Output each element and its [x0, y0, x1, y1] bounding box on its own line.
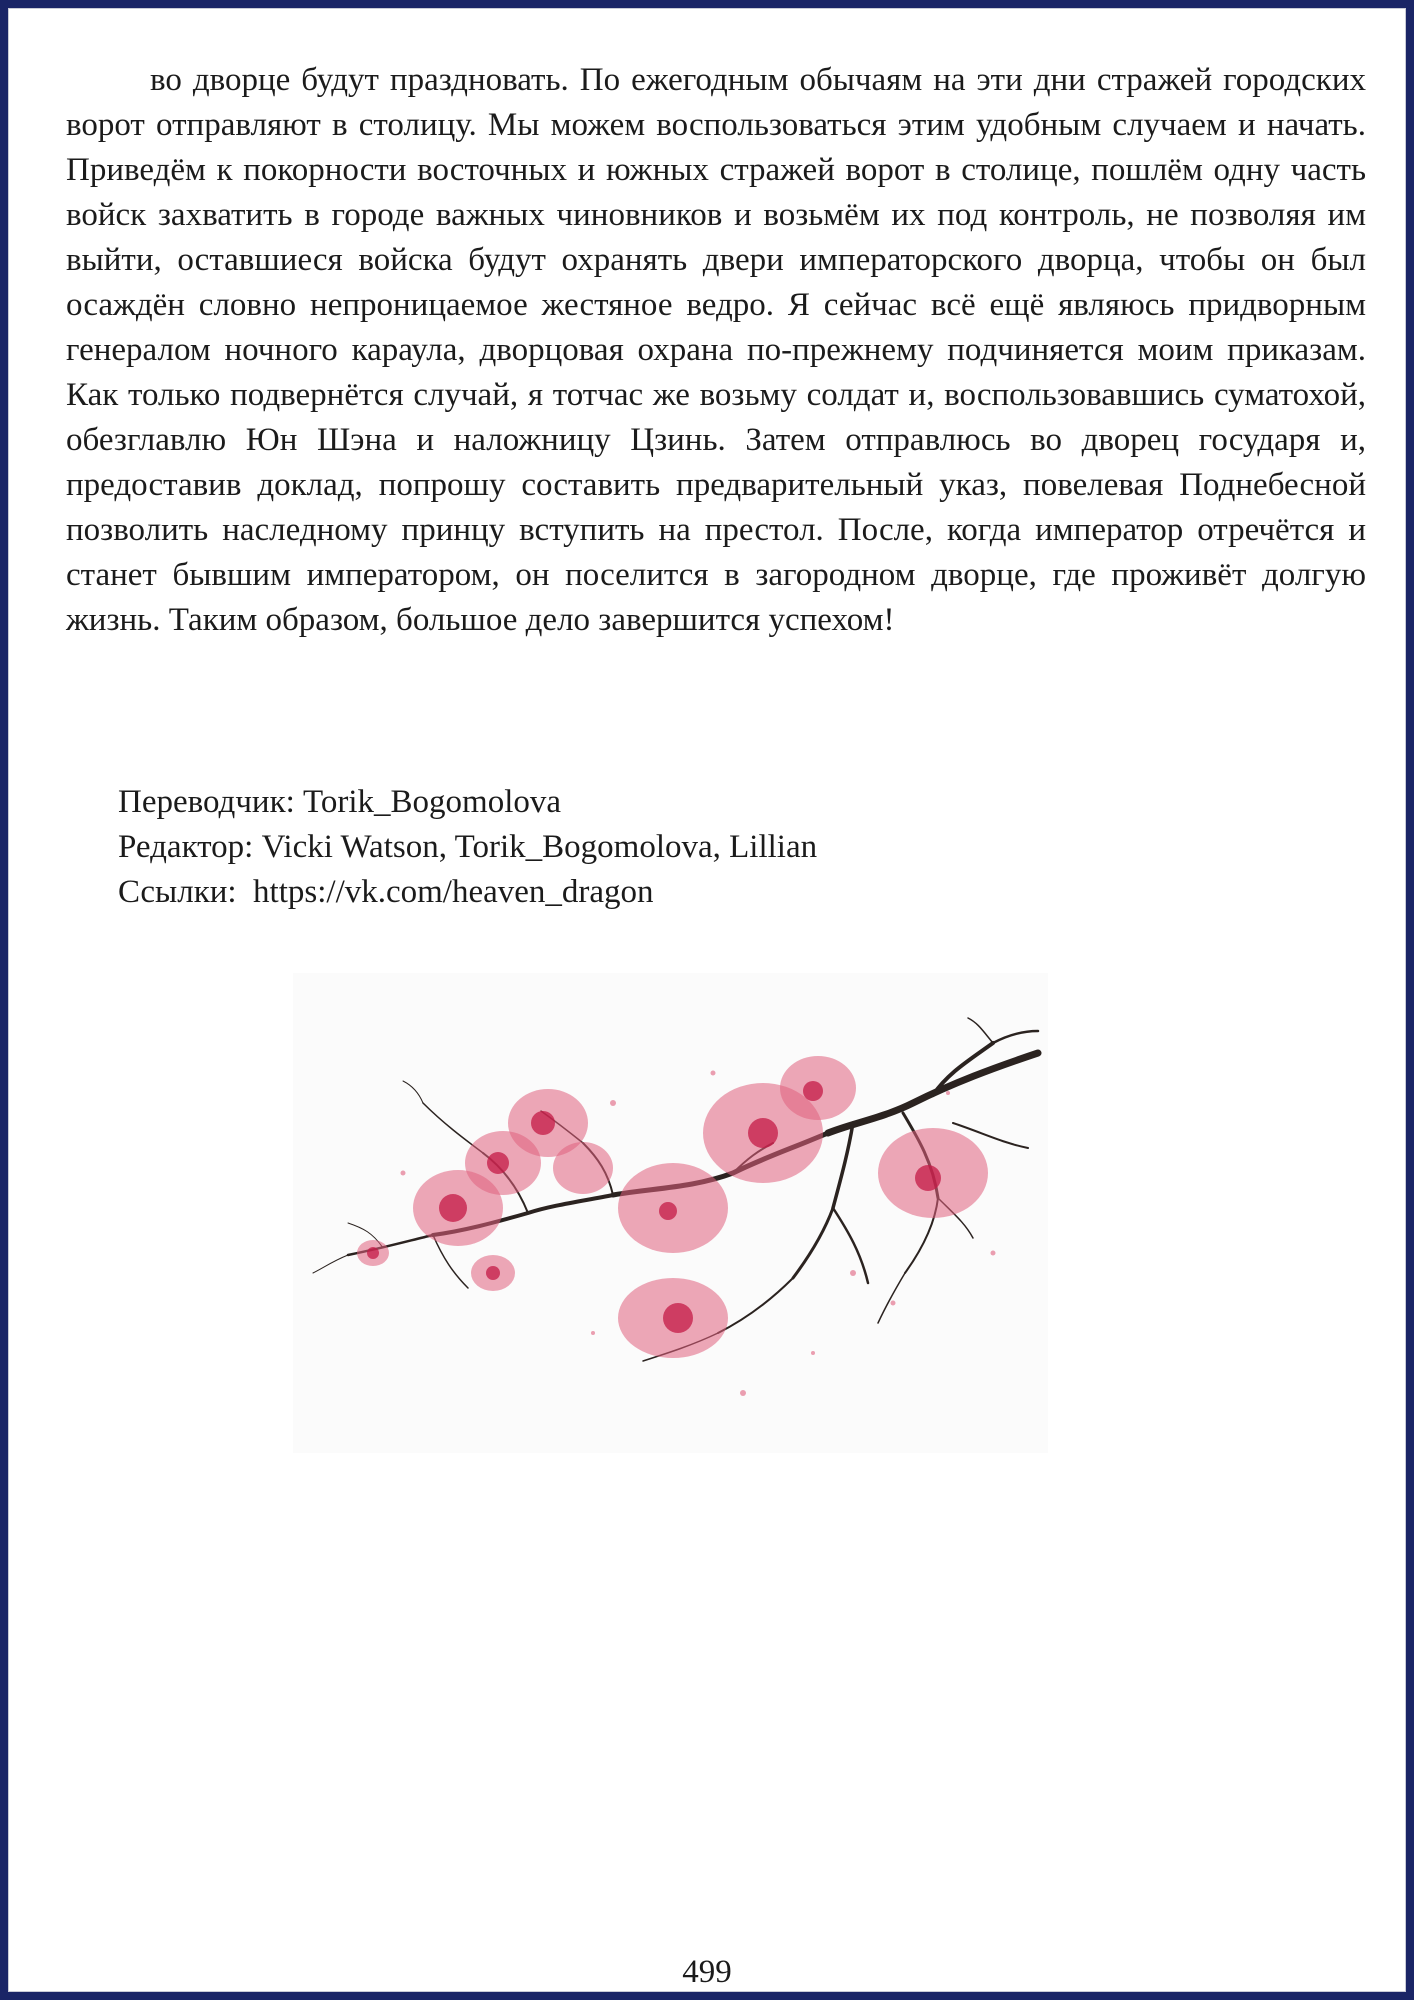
editor-credit: Редактор: Vicki Watson, Torik_Bogomolova, Lillian: [118, 829, 818, 865]
links-credit: Ссылки: https://vk.com/heaven_dragon: [118, 874, 654, 910]
page-number: 499: [682, 1954, 732, 1990]
translator-credit: Переводчик: Torik_Bogomolova: [118, 784, 562, 820]
credits-block: [118, 780, 817, 915]
document-page: [8, 8, 1406, 1992]
cherry-blossom-branch-image: [293, 973, 1048, 1453]
body-paragraph: во дворце будут праздновать. По ежегодным обычаям на эти дни стражей городских ворот отправляют в столицу. Мы можем воспользоваться этим удобным случаем и начать. Приведём к покорности восточных и южных стражей ворот в столице, пошлём одну часть войск захватить в городе важных чиновников и возьмём их под контроль, не позволяя им выйти, оставшиеся войска будут охранять двери императорского дворца, чтобы он был осаждён словно непроницаемое жестяное ведро. Я сейчас всё ещё являюсь придворным генералом ночного караула, дворцовая охрана по-прежнему подчиняется моим приказам. Как только подвернётся случай, я тотчас же возьму солдат и, воспользовавшись суматохой, обезглавлю Юн Шэна и наложницу Цзинь. Затем отправлюсь во дворец государя и, предоставив доклад, попрошу составить предварительный указ, повелевая Поднебесной позволить наследному принцу вступить на престол. После, когда император отречётся и станет бывшим императором, он поселится в загородном дворце, где проживёт долгую жизнь. Таким образом, большое дело завершится успехом!: [66, 62, 1366, 638]
cherry-blossom-illustration: [293, 973, 1048, 1453]
